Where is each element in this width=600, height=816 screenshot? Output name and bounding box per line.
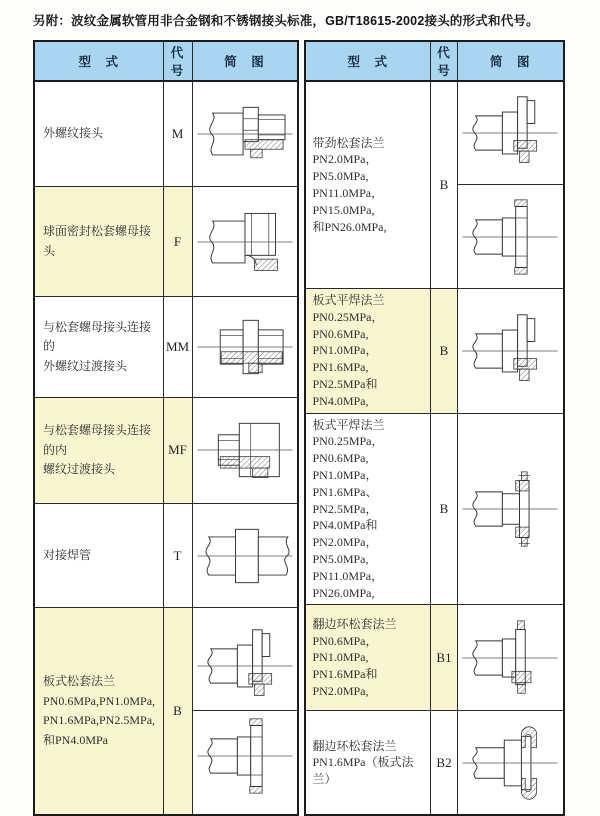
diagram-sub-cell [193,710,297,800]
type-cell: 带劲松套法兰 PN2.0MPa，PN5.0MPa, PN11.0MPa，PN15.0MPa, 和PN26.0MPa, [305,81,431,289]
code-cell: MM [163,297,192,398]
code-cell: M [163,81,192,187]
fitting-table-left [33,40,299,816]
plate-loose-flange-up-diagram [458,311,562,391]
table-row [305,81,564,289]
table-row [305,605,564,711]
male-female-adapter-diagram [193,410,297,490]
diagram-sub-cell [458,82,563,184]
male-male-adapter-diagram [193,307,297,387]
type-cell: 板式平焊法兰 PN0.25MPa，PN0.6MPa, PN1.0MPa，PN1.6MPa、 PN2.5MPa，PN4.0MPa和 PN2.0MPa，PN5.0MPa, PN11.0MPa，PN26.0MPa, [305,413,431,605]
type-cell: 板式平焊法兰 PN0.25MPa，PN0.6MPa, PN1.0MPa，PN1.6MPa, PN2.5MPa和PN4.0MPa, [305,289,431,414]
fitting-tables [33,40,565,816]
diagram-sub-cell [193,405,297,496]
spherical-seal-nut-union-diagram [193,202,297,282]
code-cell: MF [163,397,192,503]
diagram-cell [192,81,298,187]
diagram-sub-cell [458,458,563,560]
diagram-sub-cell [458,184,563,288]
plate-loose-flange-up-diagram [458,93,562,173]
diagram-cell [458,81,564,289]
code-cell: B2 [431,711,458,816]
diagram-sub-cell [193,304,297,390]
diagram-cell [458,413,564,605]
diagram-cell [458,605,564,711]
plate-loose-flange-up-diagram [193,626,297,706]
diagram-cell [458,289,564,414]
code-cell: B [163,608,192,816]
lapped-ring-flange-b2-diagram [458,723,562,803]
header-code: 代号 [163,41,192,81]
plate-loose-flange-sym-diagram [193,716,297,796]
diagram-sub-cell [193,89,297,179]
table-row [305,289,564,414]
male-thread-union-diagram [193,94,297,174]
weld-neck-flange-diagram [458,469,562,549]
plate-loose-flange-sym-diagram [458,197,562,277]
type-cell: 外螺纹接头 [34,81,163,187]
type-cell: 与松套螺母接头连接的 外螺纹过渡接头 [34,297,163,398]
butt-weld-pipe-diagram [193,516,297,596]
table-row [34,608,298,816]
type-cell: 翻边环松套法兰 PN1.6MPa（板式法兰） [305,711,431,816]
code-cell: B1 [431,605,458,711]
diagram-sub-cell [458,605,563,710]
header-type: 型 式 [305,41,431,81]
table-row [34,187,298,297]
doc-title: 另附：波纹金属软管用非合金钢和不锈钢接头标准，GB/T18615-2002接头的形式和代号。 [33,14,539,28]
diagram-cell [192,297,298,398]
table-header-row [34,41,298,81]
header-diagram: 简 图 [458,41,564,81]
fitting-table-right [304,40,565,816]
type-cell: 翻边环松套法兰 PN0.6MPa，PN1.0MPa, PN1.6MPa和PN2.0MPa, [305,605,431,711]
type-cell: 对接焊管 [34,504,163,608]
header-type: 型 式 [34,41,163,81]
type-cell: 与松套螺母接头连接的内 螺纹过渡接头 [34,397,163,503]
table-row [305,413,564,605]
header-code: 代号 [431,41,458,81]
left-table-body [34,81,298,815]
type-cell: 球面密封松套螺母接头 [34,187,163,297]
right-table-body [305,81,564,815]
lapped-ring-flange-b1-diagram [458,618,562,698]
table-row [34,81,298,187]
diagram-sub-cell [193,195,297,289]
diagram-sub-cell [458,295,563,407]
diagram-cell [192,187,298,297]
table-header-row [305,41,564,81]
table-row [305,711,564,816]
code-cell: B [431,81,458,289]
table-row [34,397,298,503]
code-cell: B [431,289,458,414]
code-cell: T [163,504,192,608]
table-row [34,297,298,398]
diagram-sub-cell [193,622,297,710]
diagram-cell [458,711,564,816]
table-row [34,504,298,608]
diagram-cell [192,504,298,608]
diagram-sub-cell [193,511,297,600]
code-cell: B [431,413,458,605]
code-cell: F [163,187,192,297]
diagram-cell [192,608,298,816]
diagram-sub-cell [458,711,563,814]
type-cell: 板式松套法兰 PN0.6MPa,PN1.0MPa, PN1.6MPa,PN2.5MPa, 和PN4.0MPa [34,608,163,816]
header-diagram: 简 图 [192,41,298,81]
diagram-cell [192,397,298,503]
